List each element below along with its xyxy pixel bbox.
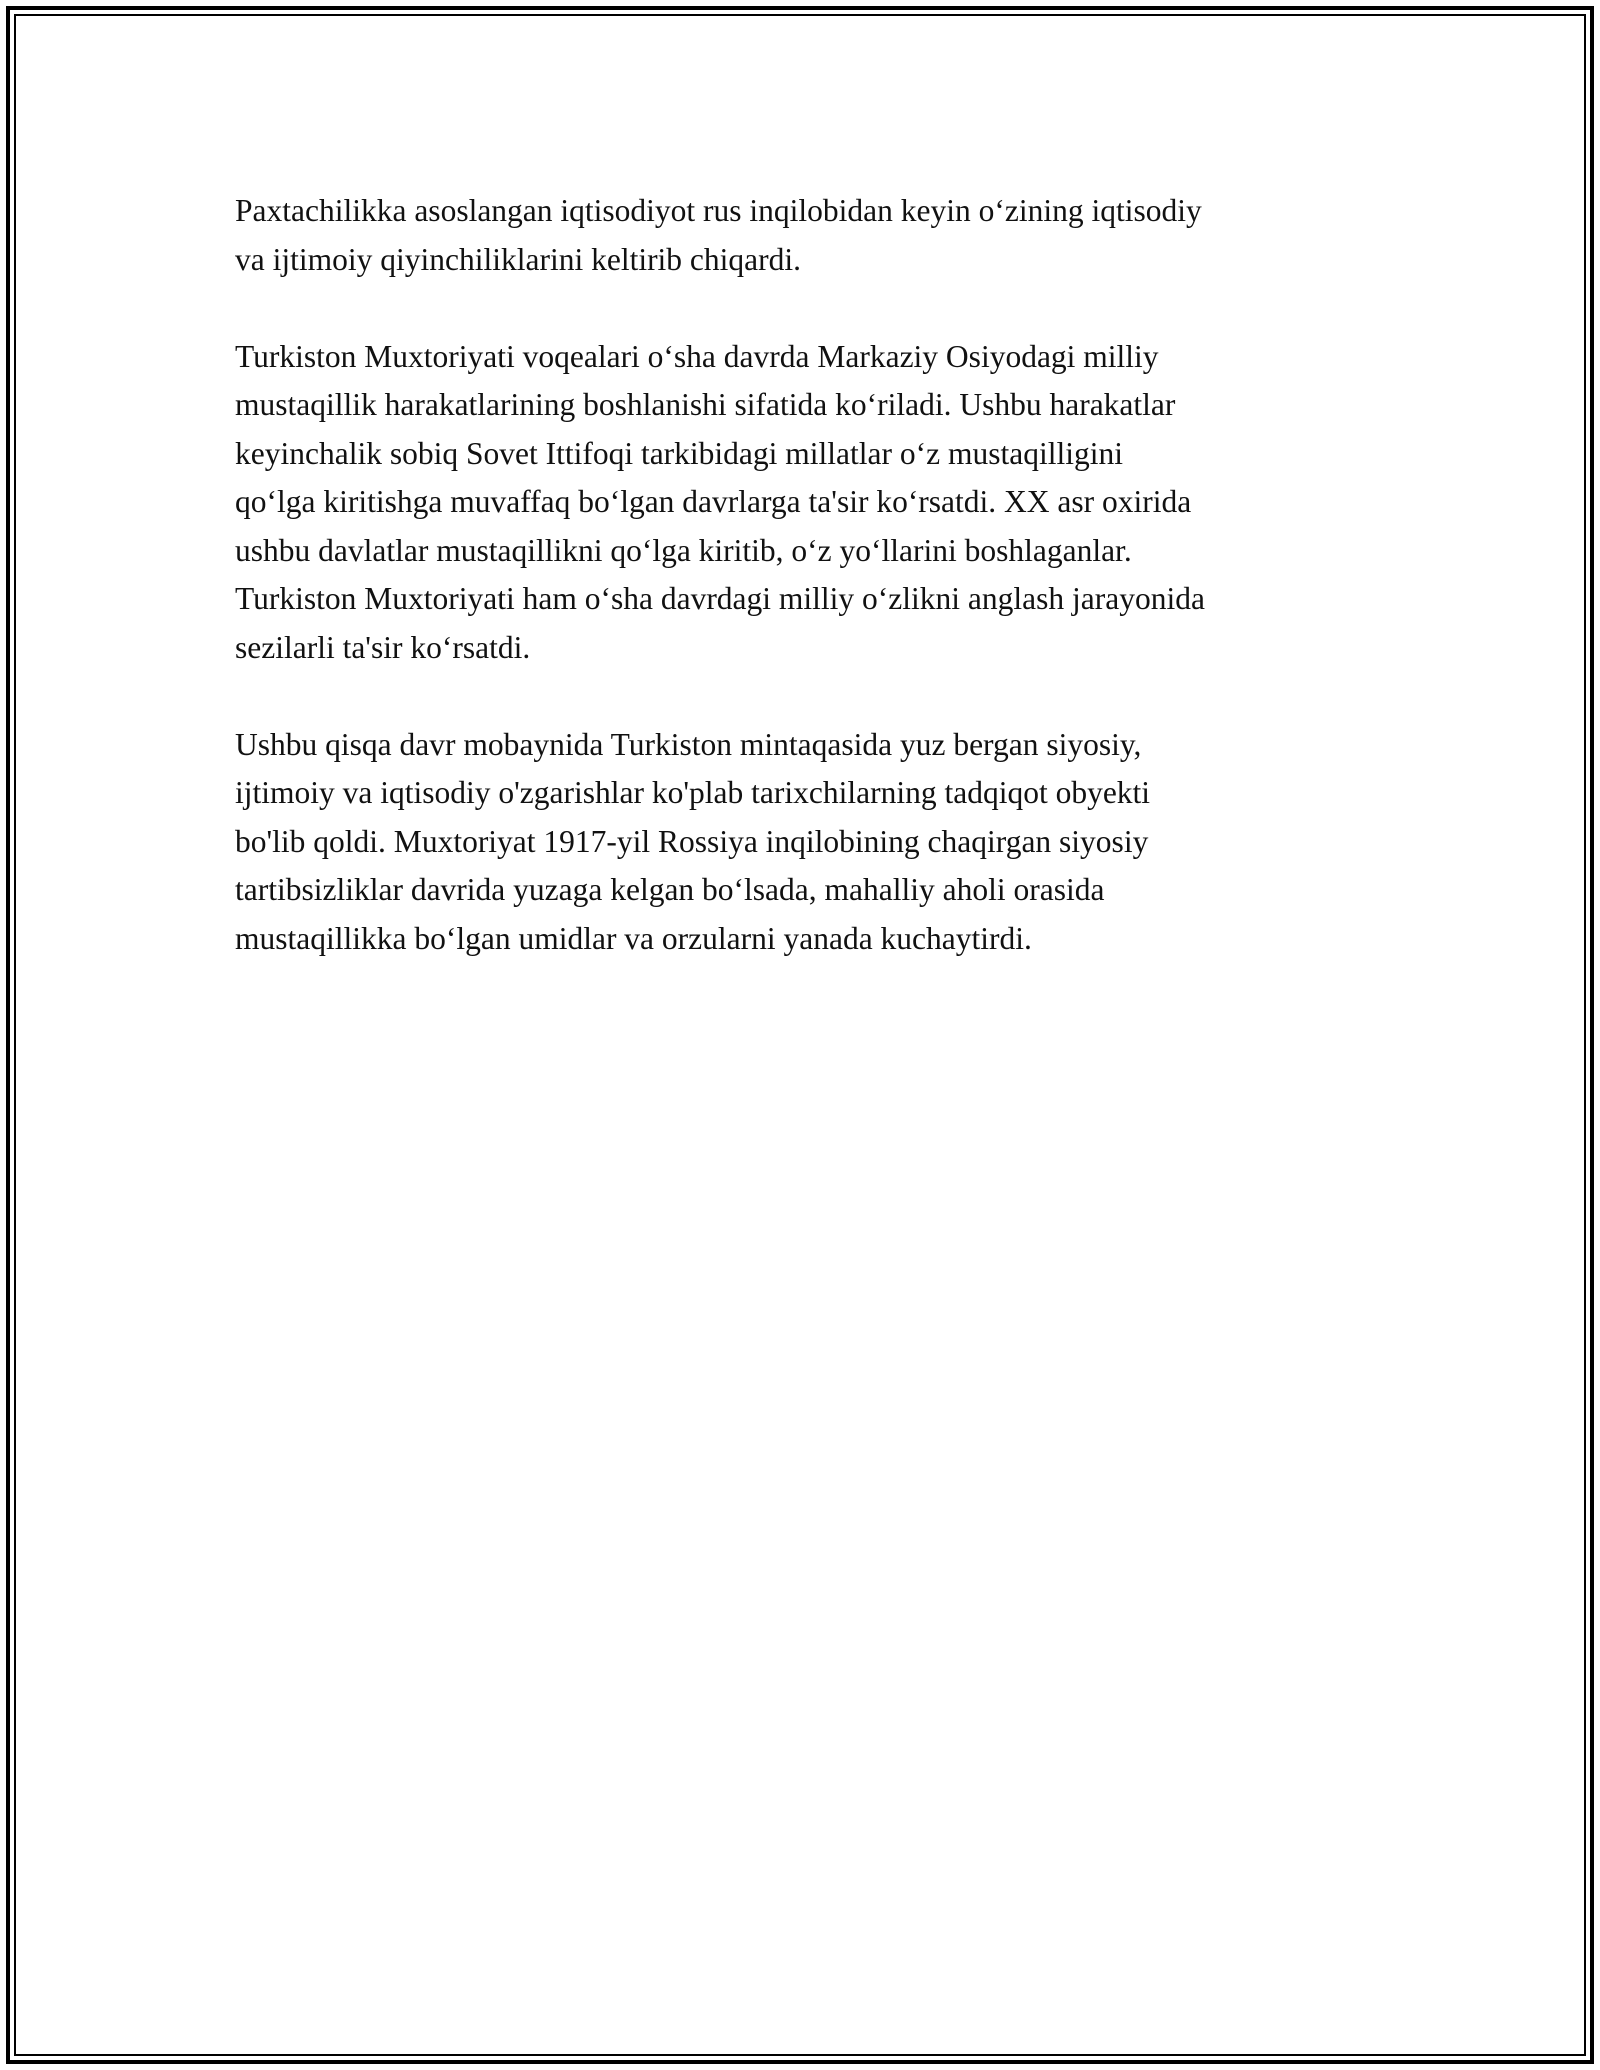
paragraph-2 (235, 333, 1390, 673)
paragraph-line: Turkiston Muxtoriyati voqealari o‘sha davrda Markaziy Osiyodagi milliy (235, 338, 1159, 374)
paragraph-line: qo‘lga kiritishga muvaffaq bo‘lgan davrlarga ta'sir ko‘rsatdi. XX asr oxirida (235, 484, 1192, 519)
paragraph-line: ushbu davlatlar mustaqillikni qo‘lga kiritib, o‘z yo‘llarini boshlaganlar. (235, 532, 1132, 568)
paragraph-line: Ushbu qisqa davr mobaynida Turkiston mintaqasida yuz bergan siyosiy, (235, 726, 1142, 762)
paragraph-line: Paxtachilikka asoslangan iqtisodiyot rus inqilobidan keyin o‘zining iqtisodiy (235, 193, 1202, 228)
paragraph-line: tartibsizliklar davrida yuzaga kelgan bo‘lsada, mahalliy aholi orasida (235, 872, 1105, 907)
paragraph-line: sezilarli ta'sir ko‘rsatdi. (235, 629, 531, 665)
paragraph-line: Turkiston Muxtoriyati ham o‘sha davrdagi milliy o‘zlikni anglash jarayonida (235, 581, 1205, 616)
paragraph-line: mustaqillikka bo‘lgan umidlar va orzularni yanada kuchaytirdi. (235, 920, 1032, 956)
paragraph-3 (235, 721, 1390, 964)
paragraph-line: keyinchalik sobiq Sovet Ittifoqi tarkibidagi millatlar o‘z mustaqilligini (235, 435, 1123, 471)
paragraph-line: bo'lib qoldi. Muxtoriyat 1917-yil Rossiya inqilobining chaqirgan siyosiy (235, 823, 1149, 859)
document-body (235, 187, 1390, 1012)
paragraph-line: mustaqillik harakatlarining boshlanishi sifatida ko‘riladi. Ushbu harakatlar (235, 387, 1176, 422)
paragraph-line: va ijtimoiy qiyinchiliklarini keltirib chiqardi. (235, 241, 802, 277)
paragraph-line: ijtimoiy va iqtisodiy o'zgarishlar ko'plab tarixchilarning tadqiqot obyekti (235, 775, 1151, 810)
paragraph-1 (235, 187, 1390, 284)
